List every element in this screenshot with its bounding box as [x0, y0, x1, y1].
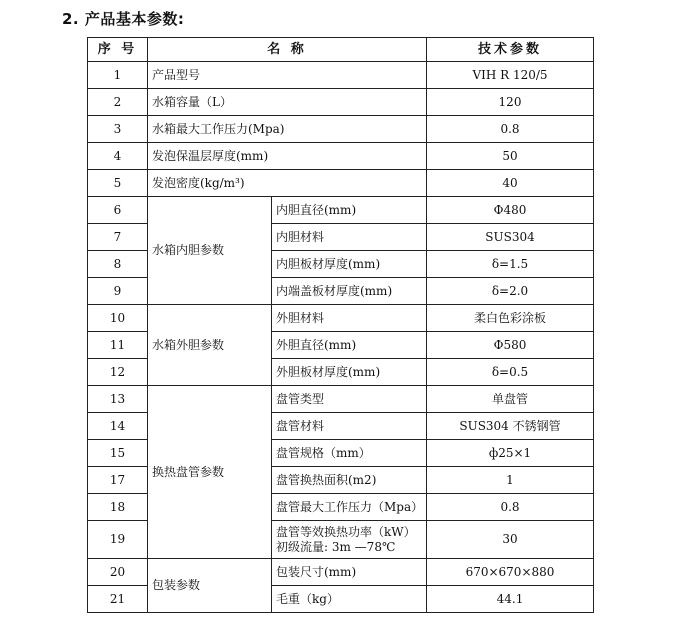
row-value: SUS304 不锈钢管 [427, 413, 594, 440]
row-sub-name: 外胆直径(mm) [272, 332, 427, 359]
row-sub-name: 盘管最大工作压力（Mpa） [272, 494, 427, 521]
header-name: 名 称 [148, 38, 427, 62]
row-name: 水箱容量（L） [148, 89, 427, 116]
row-sub-name: 盘管类型 [272, 386, 427, 413]
row-value: δ=1.5 [427, 251, 594, 278]
row-value: 1 [427, 467, 594, 494]
row-no: 3 [88, 116, 148, 143]
row-sub-name: 盘管换热面积(m2) [272, 467, 427, 494]
row-no: 1 [88, 62, 148, 89]
row-sub-name: 盘管材料 [272, 413, 427, 440]
row-no: 6 [88, 197, 148, 224]
row-no: 19 [88, 521, 148, 559]
row-no: 21 [88, 586, 148, 613]
row-sub-name: 内胆材料 [272, 224, 427, 251]
table-row [88, 170, 594, 197]
section-heading: 2. 产品基本参数: [62, 10, 185, 28]
row-value: 40 [427, 170, 594, 197]
row-no: 20 [88, 559, 148, 586]
row-name: 发泡保温层厚度(mm) [148, 143, 427, 170]
table-row [88, 197, 594, 224]
row-no: 12 [88, 359, 148, 386]
row-no: 13 [88, 386, 148, 413]
group-label-packaging: 包装参数 [148, 559, 272, 613]
row-sub-name: 内胆板材厚度(mm) [272, 251, 427, 278]
row-value: 44.1 [427, 586, 594, 613]
row-sub-name: 包装尺寸(mm) [272, 559, 427, 586]
row-sub-name: 盘管规格（mm） [272, 440, 427, 467]
row-value: Φ480 [427, 197, 594, 224]
row-no: 5 [88, 170, 148, 197]
table-row [88, 89, 594, 116]
row-no: 15 [88, 440, 148, 467]
row-value: 30 [427, 521, 594, 559]
row-no: 18 [88, 494, 148, 521]
row-sub-name-line1: 盘管等效换热功率（kW） [276, 524, 416, 539]
header-no: 序 号 [88, 38, 148, 62]
row-value: δ=0.5 [427, 359, 594, 386]
row-sub-name-line2: 初级流量: 3m —78℃ [276, 539, 396, 554]
row-value: 50 [427, 143, 594, 170]
row-sub-name: 外胆材料 [272, 305, 427, 332]
table-header-row [88, 38, 594, 62]
row-no: 14 [88, 413, 148, 440]
row-sub-name: 毛重（kg） [272, 586, 427, 613]
row-sub-name: 内胆直径(mm) [272, 197, 427, 224]
spec-table [87, 37, 594, 613]
row-value: ф25×1 [427, 440, 594, 467]
row-value: 120 [427, 89, 594, 116]
row-value: 柔白色彩涂板 [427, 305, 594, 332]
table-row [88, 62, 594, 89]
row-sub-name [272, 521, 427, 559]
row-no: 17 [88, 467, 148, 494]
row-value: δ=2.0 [427, 278, 594, 305]
row-no: 4 [88, 143, 148, 170]
row-no: 7 [88, 224, 148, 251]
row-value: VIH R 120/5 [427, 62, 594, 89]
table-row [88, 386, 594, 413]
row-value: 0.8 [427, 494, 594, 521]
row-name: 水箱最大工作压力(Mpa) [148, 116, 427, 143]
row-name: 发泡密度(kg/m³) [148, 170, 427, 197]
table-row [88, 116, 594, 143]
row-value: 单盘管 [427, 386, 594, 413]
row-no: 2 [88, 89, 148, 116]
row-value: 0.8 [427, 116, 594, 143]
row-no: 11 [88, 332, 148, 359]
row-no: 8 [88, 251, 148, 278]
row-value: SUS304 [427, 224, 594, 251]
row-no: 10 [88, 305, 148, 332]
row-value: Φ580 [427, 332, 594, 359]
header-value: 技术参数 [427, 38, 594, 62]
table-row [88, 305, 594, 332]
table-row [88, 143, 594, 170]
row-value: 670×670×880 [427, 559, 594, 586]
group-label-inner-tank: 水箱内胆参数 [148, 197, 272, 305]
row-sub-name: 外胆板材厚度(mm) [272, 359, 427, 386]
group-label-outer-tank: 水箱外胆参数 [148, 305, 272, 386]
row-name: 产品型号 [148, 62, 427, 89]
row-no: 9 [88, 278, 148, 305]
row-sub-name: 内端盖板材厚度(mm) [272, 278, 427, 305]
table-row [88, 559, 594, 586]
group-label-heat-coil: 换热盘管参数 [148, 386, 272, 559]
